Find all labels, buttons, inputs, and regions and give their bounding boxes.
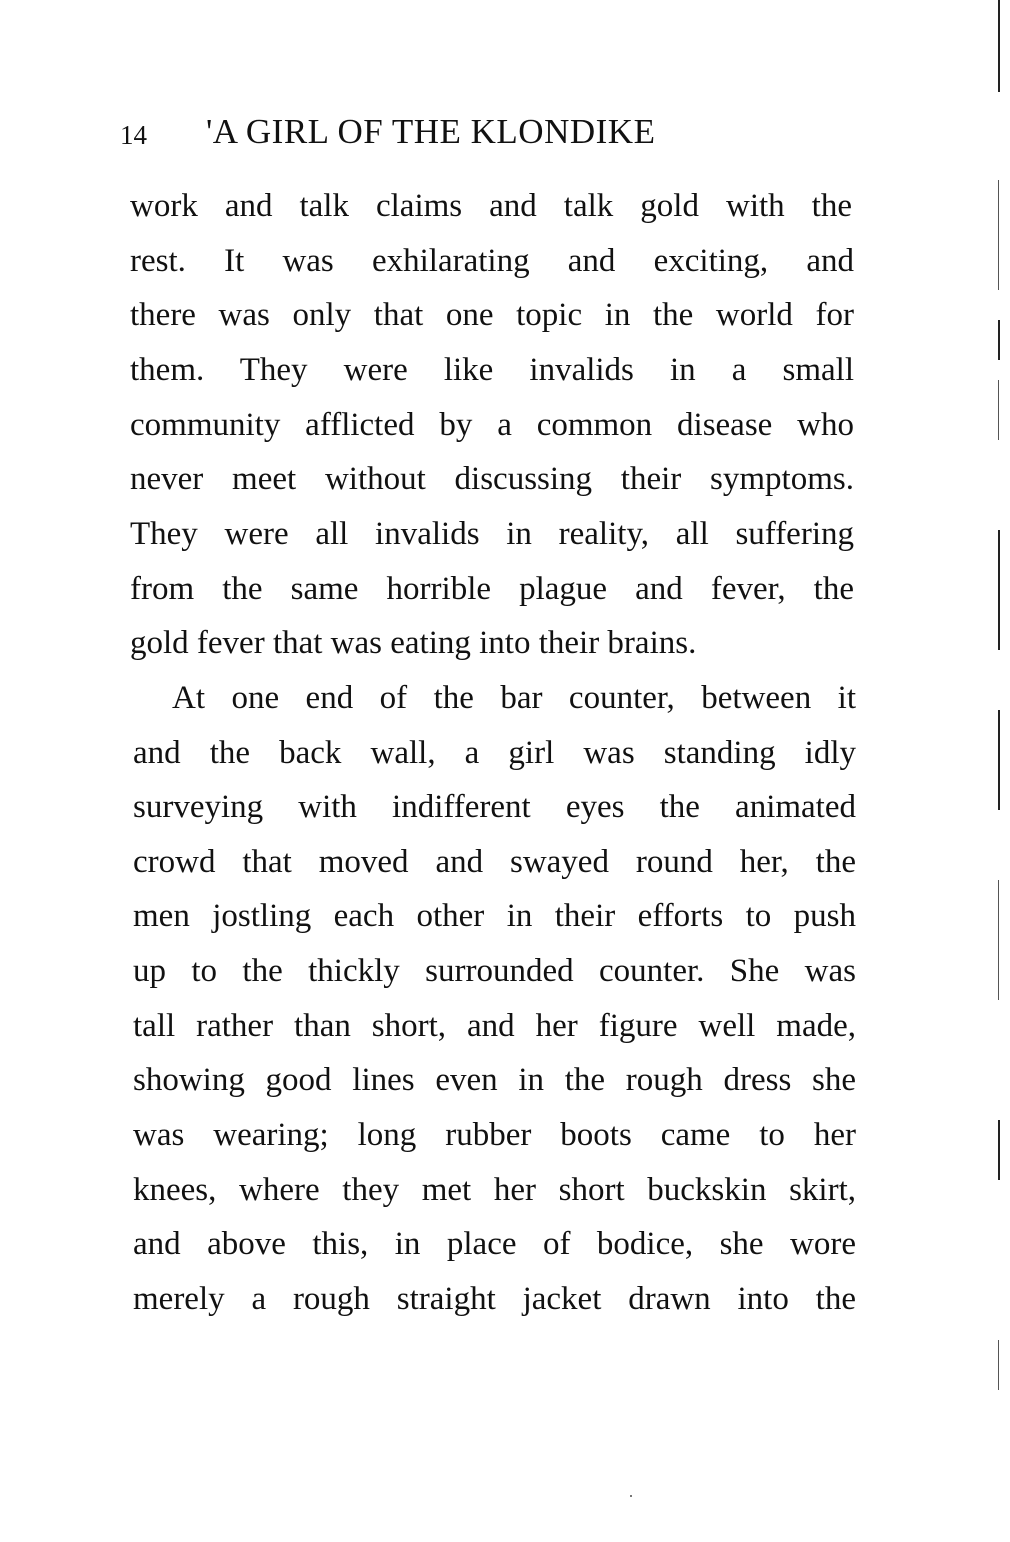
scan-edge-mark	[998, 1340, 999, 1390]
text-line: community afflicted by a common disease who	[130, 407, 854, 443]
text-line: work and talk claims and talk gold with the	[130, 188, 852, 224]
scan-edge-mark	[998, 710, 1000, 810]
text-line: was wearing; long rubber boots came to her	[133, 1117, 856, 1153]
text-line: crowd that moved and swayed round her, the	[133, 844, 856, 880]
page-number: 14	[120, 120, 147, 150]
running-title: 'A GIRL OF THE KLONDIKE	[206, 112, 656, 151]
page-header	[120, 112, 880, 156]
text-line: rest. It was exhilarating and exciting, and	[130, 243, 854, 279]
text-line: surveying with indifferent eyes the animated	[133, 789, 856, 825]
scan-speck	[630, 1495, 632, 1497]
text-line: and above this, in place of bodice, she wore	[133, 1226, 856, 1262]
text-line: there was only that one topic in the world for	[130, 297, 854, 333]
text-line: knees, where they met her short buckskin skirt,	[133, 1172, 856, 1208]
text-line: men jostling each other in their efforts to push	[133, 898, 856, 934]
text-line: from the same horrible plague and fever, the	[130, 571, 854, 607]
scan-edge-mark	[998, 530, 1000, 650]
scan-edge-mark	[998, 0, 1000, 92]
text-line: never meet without discussing their symptoms.	[130, 461, 854, 497]
text-line: gold fever that was eating into their brains.	[130, 625, 697, 661]
text-line: and the back wall, a girl was standing idly	[133, 735, 856, 771]
text-line: They were all invalids in reality, all suffering	[130, 516, 854, 552]
text-line: At one end of the bar counter, between it	[172, 680, 856, 716]
text-line: them. They were like invalids in a small	[130, 352, 854, 388]
scan-edge-mark	[998, 380, 999, 440]
text-line: tall rather than short, and her figure well made,	[133, 1008, 856, 1044]
scan-edge-mark	[998, 320, 1000, 360]
text-line: showing good lines even in the rough dress she	[133, 1062, 856, 1098]
text-line: merely a rough straight jacket drawn into the	[133, 1281, 856, 1317]
text-line: up to the thickly surrounded counter. She was	[133, 953, 856, 989]
scan-edge-mark	[998, 180, 999, 290]
scan-edge-mark	[998, 1120, 1000, 1180]
scan-edge-mark	[998, 880, 999, 1000]
